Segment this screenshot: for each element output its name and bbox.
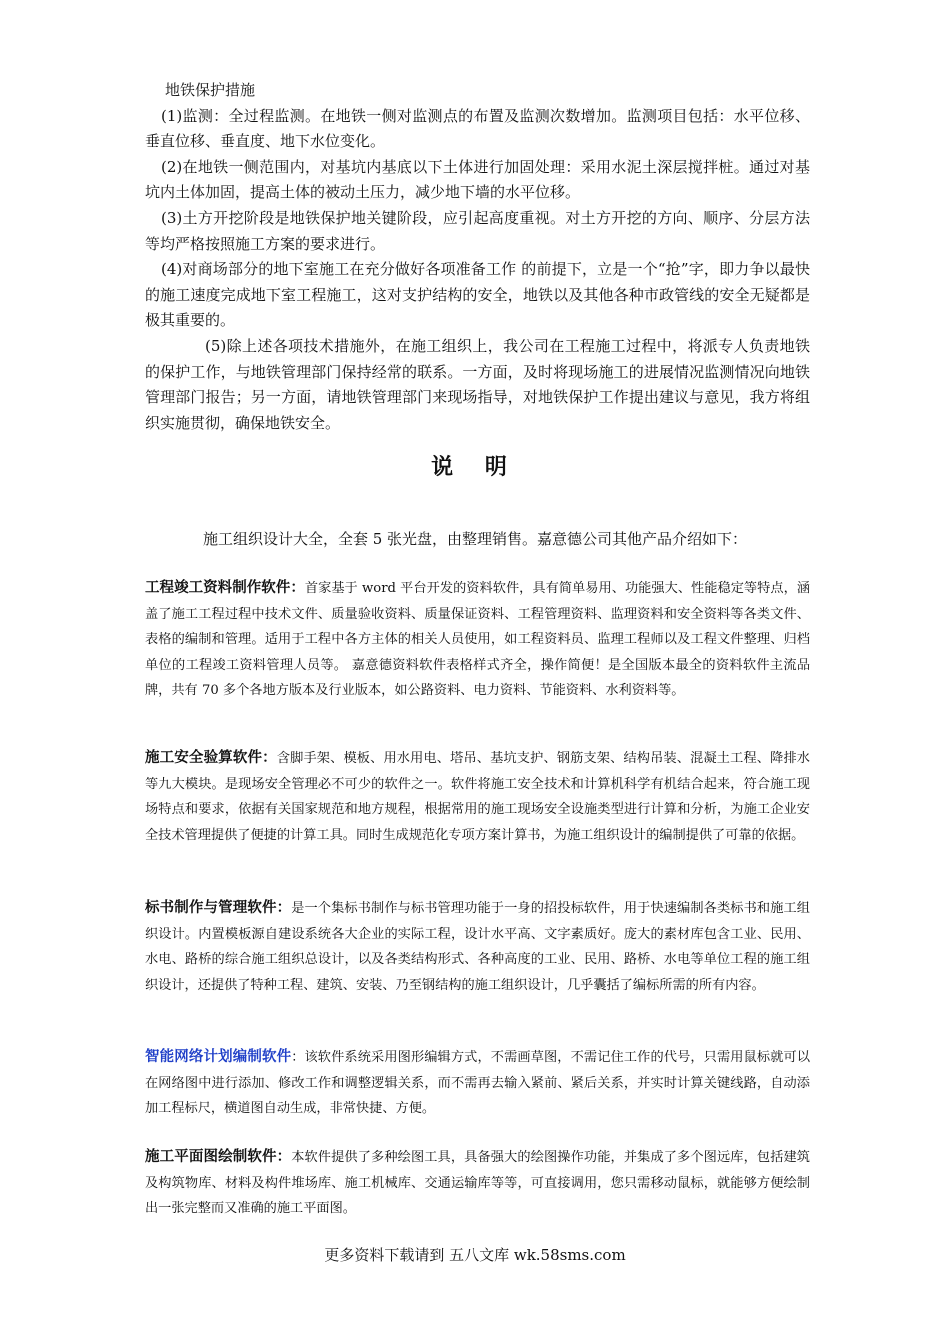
product-description: 首家基于 word 平台开发的资料软件，具有简单易用、功能强大、性能稳定等特点，涵盖了施工工程过程中技术文件、质量验收资料、质量保证资料、工程管理资料、监理资料和安全资料等各类文件、表格的编制和管理。适用于工程中各方主体的相关人员使用，如工程资料员、监理工程师以及工程文件整理、归档单位的工程竣工资料管理人员等。 嘉意德资料软件表格样式齐全，操作简便！是全国版本最全的资料软件主流品牌，共有 70 多个各地方版本及行业版本，如公路资料、电力资料、节能资料、水利资料等。 bbox=[145, 581, 811, 699]
measure-item: (5)除上述各项技术措施外，在施工组织上，我公司在工程施工过程中，将派专人负责地铁的保护工作，与地铁管理部门保持经常的联系。一方面，及时将现场施工的进展情况监测情况向地铁管理部门报告；另一方面，请地铁管理部门来现场指导，对地铁保护工作提出建议与意见，我方将组织实施贯彻，确保地铁安全。 bbox=[145, 336, 810, 432]
measure-item: (4)对商场部分的地下室施工在充分做好各项准备工作 的前提下，立是一个“抢”字，即力争以最快的施工速度完成地下室工程施工，这对支护结构的安全，地铁以及其他各种市政管线的安全无疑都是极其重要的。 bbox=[145, 260, 810, 330]
product-name-link[interactable]: 智能网络计划编制软件 bbox=[145, 1049, 292, 1065]
measure-item: (1)监测：全过程监测。在地铁一侧对监测点的布置及监测次数增加。监测项目包括：水平位移、垂直位移、垂直度、地下水位变化。 bbox=[145, 106, 810, 151]
product-name: 施工安全验算软件： bbox=[145, 750, 277, 766]
notice-title: 说 明 bbox=[431, 455, 519, 480]
product-description: 含脚手架、模板、用水用电、塔吊、基坑支护、钢筋支架、结构吊装、混凝土工程、降排水等九大模块。是现场安全管理必不可少的软件之一。软件将施工安全技术和计算机科学有机结合起来，符合施工现场特点和要求，依据有关国家规范和地方规程，根据常用的施工现场安全设施类型进行计算和分析，为施工企业安全技术管理提供了便捷的计算工具。同时生成规范化专项方案计算书，为施工组织设计的编制提供了可靠的依据。 bbox=[145, 751, 810, 843]
product-description: 是一个集标书制作与标书管理功能于一身的招投标软件，用于快速编制各类标书和施工组织设计。内置模板源自建设系统各大企业的实际工程，设计水平高、文字素质好。庞大的素材库包含工业、民用、水电、路桥的综合施工组织总设计，以及各类结构形式、各种高度的工业、民用、路桥、水电等单位工程的施工组织设计，还提供了特种工程、建筑、安装、乃至钢结构的施工组织设计，几乎囊括了编标所需的所有内容。 bbox=[145, 901, 810, 993]
product-description: 本软件提供了多种绘图工具，具备强大的绘图操作功能，并集成了多个图远库，包括建筑及构筑物库、材料及构件堆场库、施工机械库、交通运输库等等，可直接调用，您只需移动鼠标，就能够方便绘制出一张完整而又准确的施工平面图。 bbox=[145, 1150, 810, 1217]
product-entry bbox=[145, 1145, 810, 1222]
product-name: 工程竣工资料制作软件： bbox=[145, 580, 305, 596]
product-name: 标书制作与管理软件： bbox=[145, 900, 292, 916]
product-entry bbox=[145, 1045, 810, 1122]
measure-item: (2)在地铁一侧范围内，对基坑内基底以下土体进行加固处理：采用水泥土深层搅拌桩。通过对基坑内土体加固，提高土体的被动土压力，减少地下墙的水平位移。 bbox=[145, 157, 810, 202]
product-name-separator: ： bbox=[291, 1050, 305, 1065]
product-name: 施工平面图绘制软件： bbox=[145, 1149, 292, 1165]
download-footer[interactable]: 更多资料下载请到 五八文库 wk.58sms.com bbox=[324, 1246, 626, 1264]
product-entry bbox=[145, 576, 810, 704]
product-description: 该软件系统采用图形编辑方式，不需画草图，不需记住工作的代号，只需用鼠标就可以在网络图中进行添加、修改工作和调整逻辑关系，而不需再去输入紧前、紧后关系，并实时计算关键线路，自动添加工程标尺，横道图自动生成，非常快捷、方便。 bbox=[145, 1050, 811, 1117]
product-entry bbox=[145, 896, 810, 998]
section-title: 地铁保护措施 bbox=[165, 81, 256, 99]
measure-item: (3)土方开挖阶段是地铁保护地关键阶段，应引起高度重视。对土方开挖的方向、顺序、分层方法等均严格按照施工方案的要求进行。 bbox=[145, 208, 810, 253]
subway-protection-section bbox=[145, 78, 810, 436]
product-entry bbox=[145, 746, 810, 848]
notice-intro: 施工组织设计大全，全套 5 张光盘，由整理销售。嘉意德公司其他产品介绍如下： bbox=[202, 530, 748, 548]
